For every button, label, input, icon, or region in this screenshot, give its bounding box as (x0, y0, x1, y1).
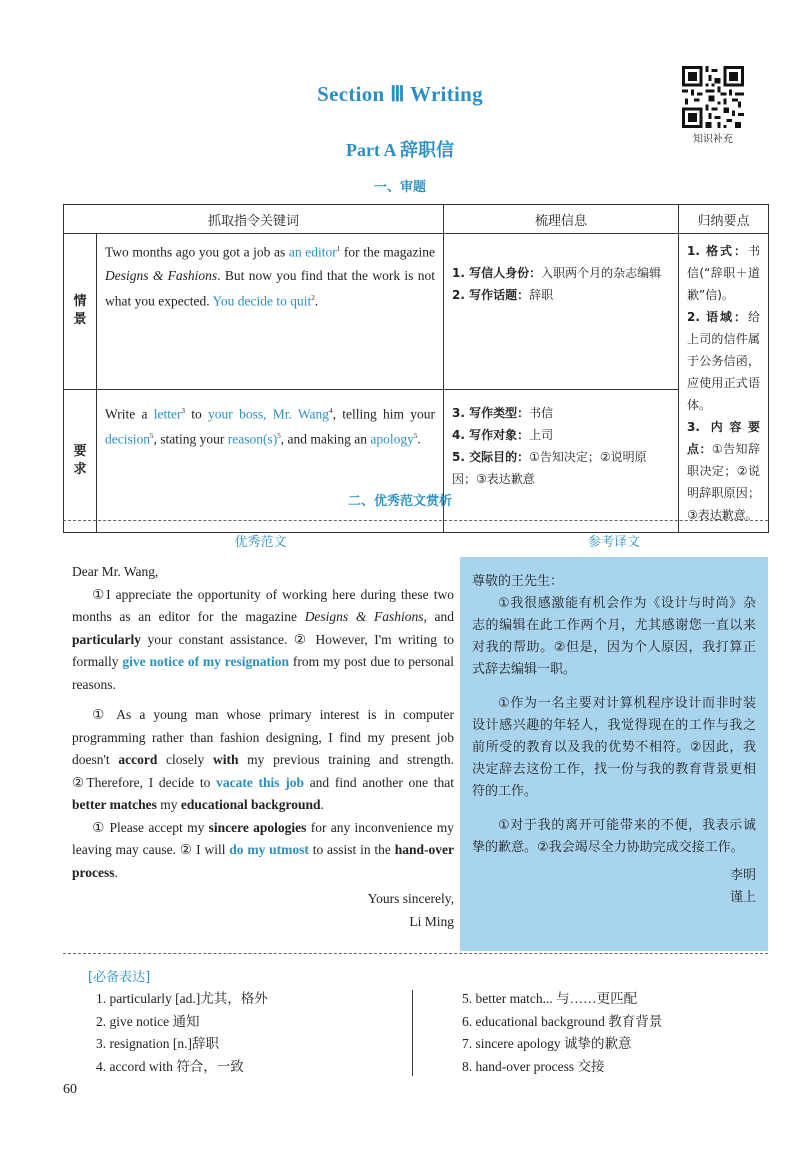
qr-code[interactable] (682, 66, 744, 128)
translation-heading: 参考译文 (587, 535, 640, 550)
translation-salutation: 尊敬的王先生： (472, 574, 564, 589)
situation-info: 1. 写信人身份：入职两个月的杂志编辑 2. 写作话题：辞职 (444, 234, 679, 390)
situation-label: 情景 (64, 234, 97, 390)
essay-paragraph: ① Please accept my sincere apologies for any inconvenience my leaving may cause. ② I will do my utmost to assist in the hand-over process. (72, 819, 454, 880)
translation-paragraph: ①我很感激能有机会作为《设计与时尚》杂志的编辑在此工作两个月，尤其感谢您一直以来对我的帮助。②但是，因为个人原因，我打算正式辞去编辑一职。 (472, 596, 756, 677)
keyword-editor: an editor (288, 244, 337, 260)
dotted-divider (63, 520, 768, 521)
column-header: 抓取指令关键词 (64, 205, 444, 234)
expressions-list-left (96, 988, 396, 1078)
essay-paragraph: ① As a young man whose primary interest is in computer programming rather than fashion designing, I find my present job doesn't accord closely with my previous training and strength. ②Therefore, I decide to vacate this job and find another one that better matches my educational background. (72, 707, 454, 812)
review-table (63, 204, 769, 533)
list-item: 7. sincere apology 诚挚的歉意 (462, 1036, 632, 1051)
translation-name: 李明 (729, 868, 756, 883)
essay-signature: Li Ming (409, 913, 454, 929)
dotted-divider (63, 953, 768, 954)
situation-row (64, 234, 769, 390)
translation-paragraph: ①对于我的离开可能带来的不便，我表示诚挚的歉意。②我会竭尽全力协助完成交接工作。 (472, 818, 756, 855)
list-item: 5. better match... 与……更匹配 (462, 991, 638, 1006)
model-heading: 二、优秀范文赏析 (347, 494, 452, 509)
summary-cell: 1. 格式：书信(“辞职＋道歉”信)。 2. 语域：给上司的信件属于公务信函，应使用正式语体。 3. 内容要点：①告知辞职决定；②说明辞职原因；③表达歉意。 (679, 234, 769, 533)
list-item: 4. accord with 符合，一致 (96, 1058, 244, 1074)
essay-closing: Yours sincerely, (367, 891, 454, 906)
requirement-info: 3. 写作类型：书信 4. 写作对象：上司 5. 交际目的：①告知决定；②说明原因；③表达歉意 (444, 389, 679, 532)
expressions-heading: [必备表达] (88, 970, 151, 985)
qr-label: 知识补充 (693, 134, 733, 145)
part-title: Part A 辞职信 (346, 140, 454, 160)
model-essay (72, 561, 454, 933)
translation-box (460, 557, 768, 951)
section-title: Section Ⅲ Writing (317, 82, 483, 106)
essay-salutation: Dear Mr. Wang, (72, 564, 159, 579)
essay-paragraph: ①I appreciate the opportunity of working here during these two months as an editor for the magazine Designs & Fashions, and particularly your constant assistance. ② However, I'm writing to formally give notice of my resignation from my post due to personal reasons. (72, 586, 454, 692)
translation-closing: 谨上 (729, 890, 756, 905)
translation-paragraph: ①作为一名主要对计算机程序设计而非时装设计感兴趣的年轻人，我觉得现在的工作与我之前所受的教育以及我的优势不相符。②因此，我决定辞去这份工作，找一份与我的教育背景更相符的工作。 (472, 696, 756, 799)
keyword-quit: You decide to quit (212, 293, 312, 308)
requirement-label: 要求 (64, 389, 97, 532)
list-item: 3. resignation [n.]辞职 (96, 1036, 219, 1051)
situation-keywords: Two months ago you got a job as an editor$^1$ for the magazine Designs & Fashions. But now you find that the work is not what you expected. You decide to quit$^2$. (97, 234, 444, 390)
list-item: 1. particularly [ad.]尤其，格外 (96, 991, 268, 1006)
column-header: 梳理信息 (444, 205, 679, 234)
essay-heading: 优秀范文 (234, 535, 287, 550)
column-header: 归纳要点 (679, 205, 769, 234)
list-item: 8. hand-over process 交接 (462, 1058, 605, 1074)
vertical-divider (412, 990, 413, 1076)
list-item: 2. give notice 通知 (96, 1013, 200, 1029)
list-item: 6. educational background 教育背景 (462, 1013, 663, 1029)
requirement-keywords: Write a letter$^3$ to your boss, Mr. Wang$^4$, telling him your decision$^5$, stating your $reason(s)^5$, and making an apology$^5$. (97, 389, 444, 532)
requirement-row (64, 389, 769, 532)
review-heading: 一、审题 (373, 180, 426, 195)
page-number: 60 (63, 1082, 77, 1097)
table-header-row (64, 205, 769, 234)
expressions-list-right (462, 988, 762, 1078)
